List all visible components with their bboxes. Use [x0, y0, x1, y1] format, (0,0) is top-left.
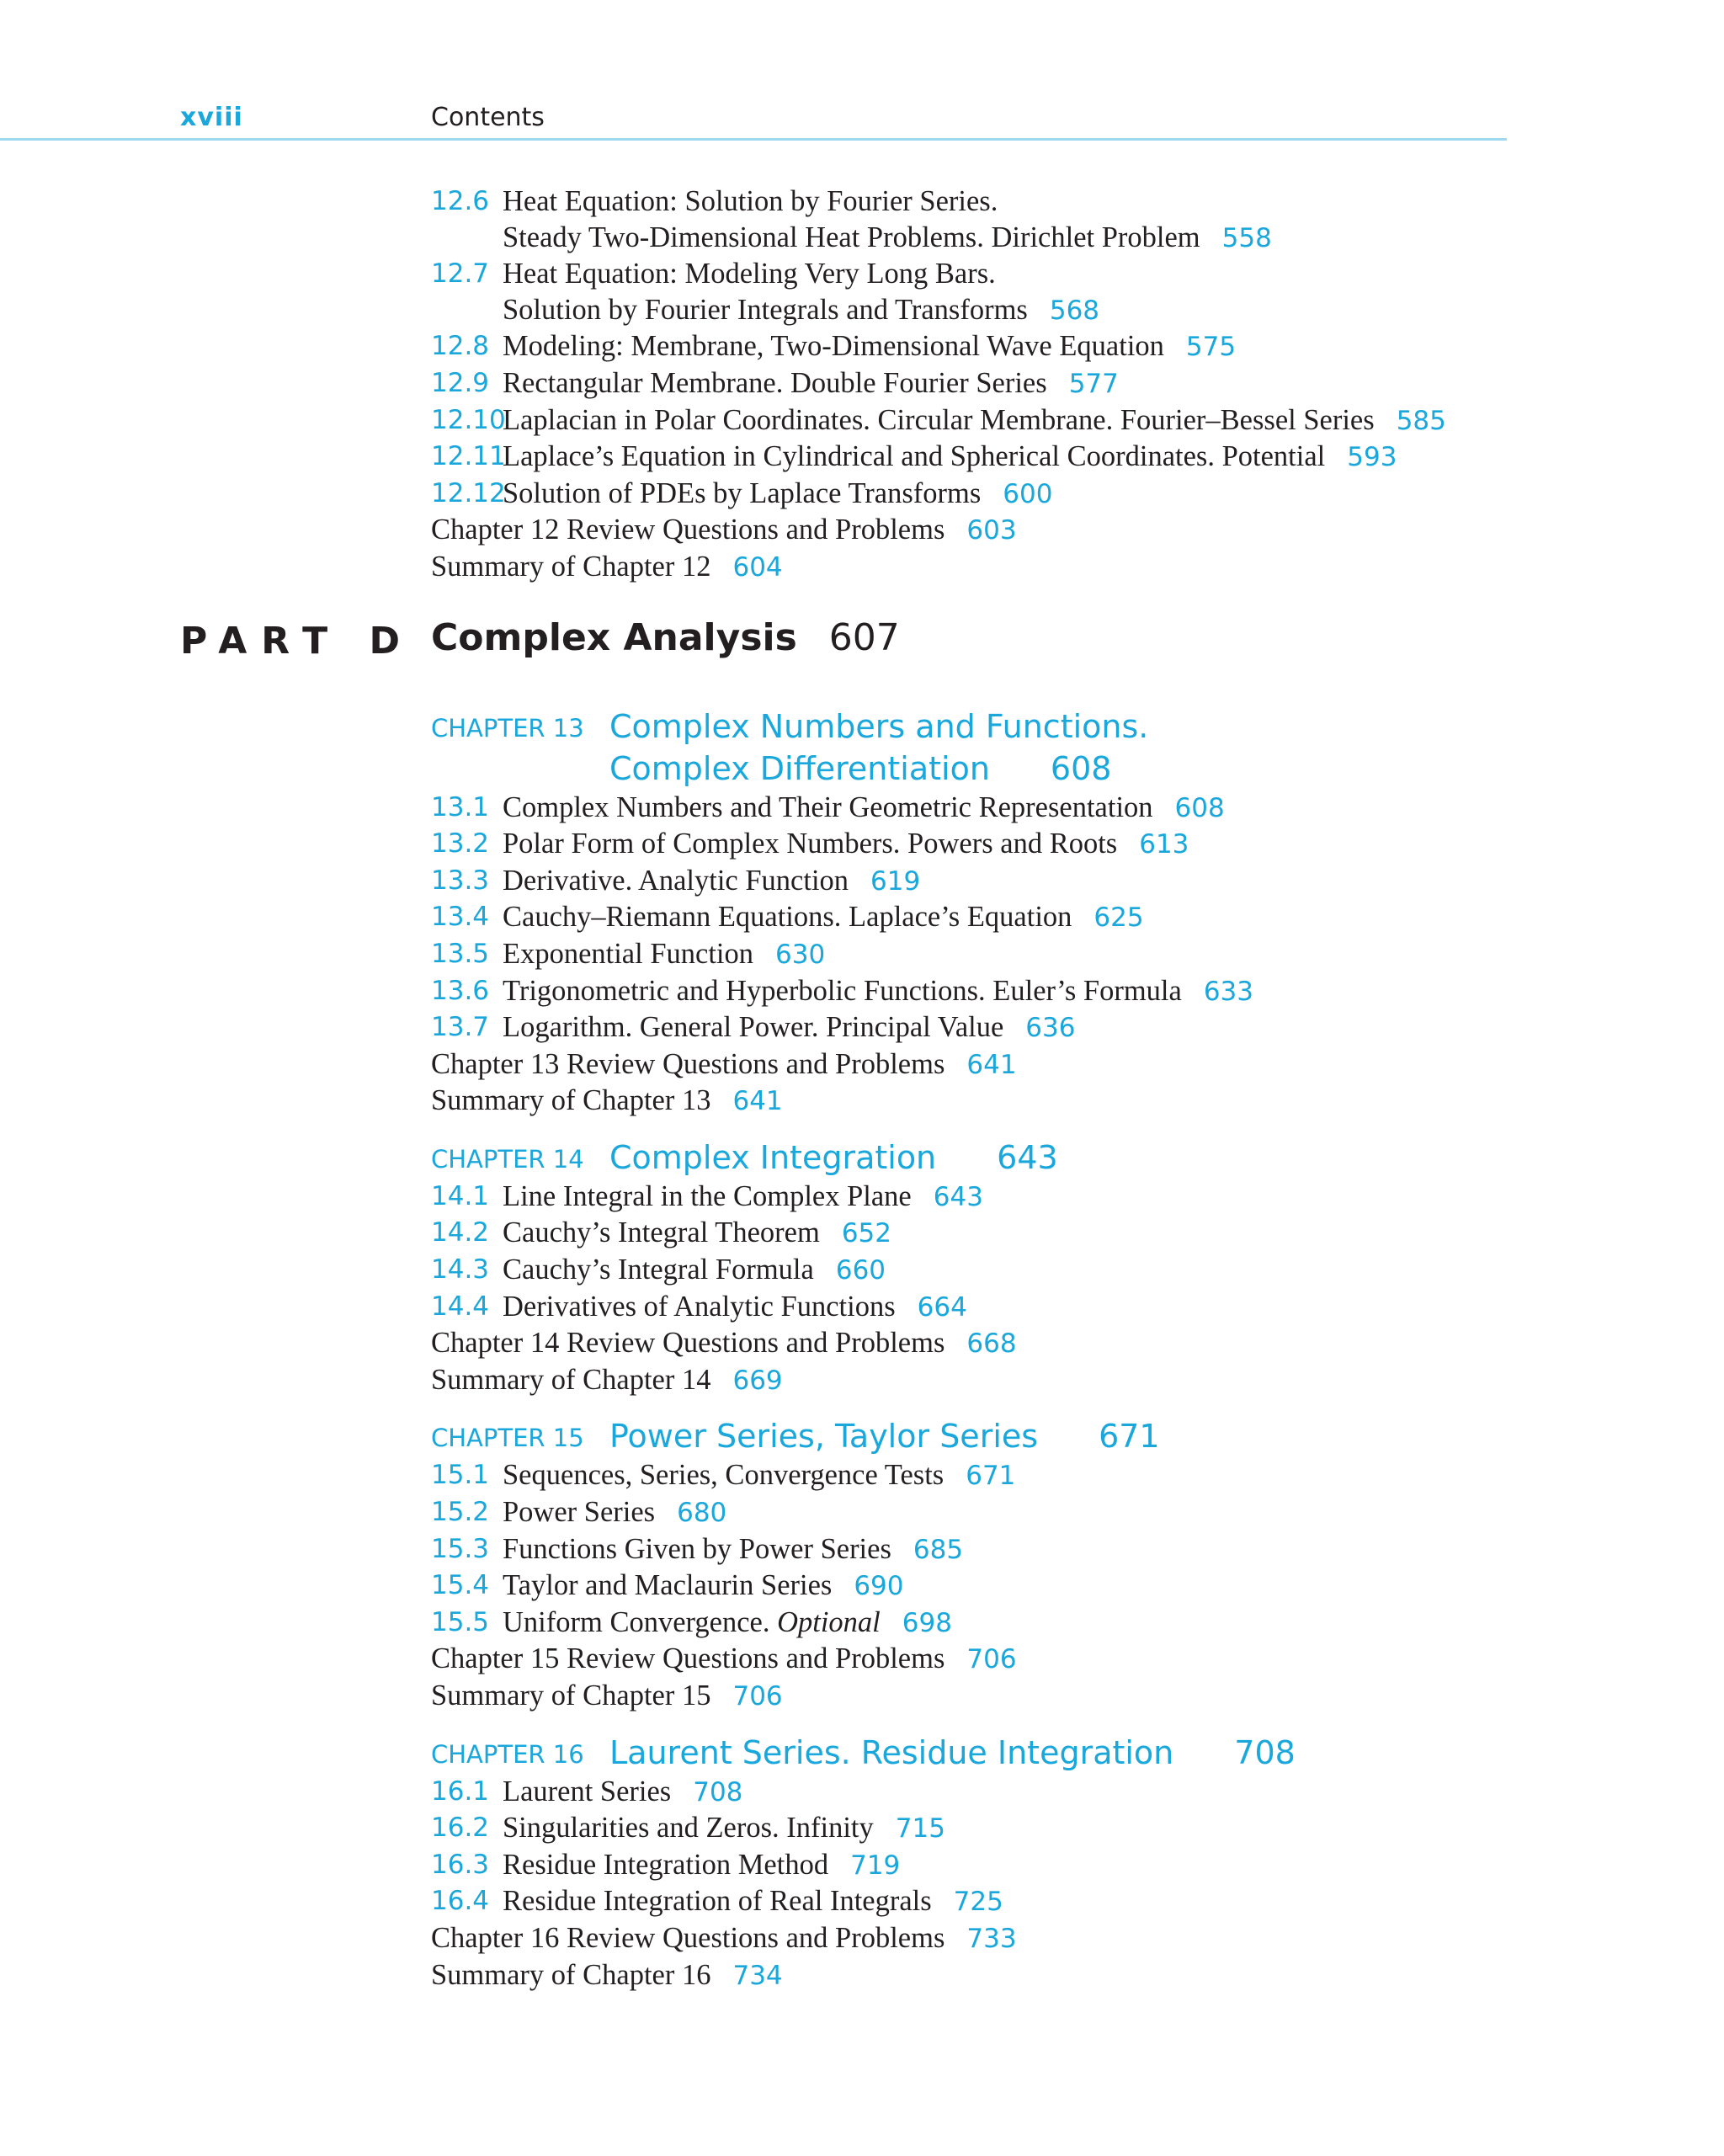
summary-title: Summary of Chapter 14: [431, 1363, 711, 1396]
toc-entry[interactable]: [431, 863, 1525, 900]
toc-entry[interactable]: [431, 1215, 1525, 1252]
section-title: Modeling: Membrane, Two-Dimensional Wave Equation: [503, 330, 1164, 363]
section-title: Polar Form of Complex Numbers. Powers and Roots: [503, 828, 1118, 860]
chapter-summary-entry[interactable]: [431, 1083, 1525, 1120]
toc-entry[interactable]: [431, 184, 1525, 256]
toc-entry[interactable]: [431, 256, 1525, 328]
toc-entry[interactable]: [431, 476, 1525, 513]
section-number: 16.2: [431, 1813, 490, 1844]
section-number: 13.3: [431, 865, 490, 896]
page-number: xviii: [180, 103, 243, 132]
section-title: Taylor and Maclaurin Series: [503, 1569, 833, 1602]
toc-entry[interactable]: [431, 899, 1525, 936]
review-title: Chapter 13 Review Questions and Problems: [431, 1047, 945, 1080]
chapter-label: CHAPTER 13: [431, 713, 584, 743]
page-reference: 604: [732, 551, 783, 583]
part-heading[interactable]: [180, 615, 1525, 711]
section-number: 15.4: [431, 1570, 490, 1601]
toc-entry[interactable]: [431, 1810, 1525, 1847]
section-number: 14.3: [431, 1254, 490, 1286]
chapter-14: [431, 1137, 1525, 1399]
section-number: 13.4: [431, 902, 490, 933]
chapter-review-entry[interactable]: [431, 1325, 1525, 1362]
page-reference: 641: [966, 1049, 1017, 1080]
section-title-continued: Steady Two-Dimensional Heat Problems. Dirichlet Problem: [503, 221, 1200, 253]
section-title: Solution of PDEs by Laplace Transforms: [503, 476, 982, 509]
table-of-contents: [180, 184, 1525, 1994]
page-reference: 613: [1139, 829, 1189, 860]
section-number: 12.10: [431, 404, 506, 435]
page-reference: 715: [895, 1813, 945, 1845]
section-number: 15.5: [431, 1606, 490, 1637]
section-title: Cauchy’s Integral Formula: [503, 1254, 814, 1286]
chapter-title-continued: Complex Differentiation: [609, 749, 990, 787]
toc-entry[interactable]: [431, 1883, 1525, 1920]
section-number: 13.1: [431, 791, 490, 822]
section-title: Sequences, Series, Convergence Tests: [503, 1459, 944, 1492]
page-reference: 608: [1174, 792, 1225, 823]
section-number: 12.6: [431, 186, 490, 216]
section-title: Heat Equation: Modeling Very Long Bars.: [503, 258, 996, 290]
section-number: 12.12: [431, 477, 506, 508]
toc-entry[interactable]: [431, 1457, 1525, 1494]
page-reference: 585: [1396, 405, 1446, 436]
toc-entry[interactable]: [431, 1531, 1525, 1568]
header-rule: [0, 138, 1507, 141]
section-number: 15.1: [431, 1460, 490, 1491]
section-number: 12.11: [431, 441, 506, 472]
chapter-title: Complex Numbers and Functions.: [609, 707, 1149, 745]
page-reference: 643: [933, 1181, 983, 1212]
chapter-title: Laurent Series. Residue Integration: [609, 1733, 1174, 1771]
section-number: 16.1: [431, 1775, 490, 1807]
section-number: 15.3: [431, 1533, 490, 1564]
toc-entry[interactable]: [431, 365, 1525, 402]
page-reference: 660: [835, 1255, 886, 1286]
section-title: Singularities and Zeros. Infinity: [503, 1812, 874, 1845]
page-reference: 671: [966, 1461, 1016, 1492]
section-number: 13.5: [431, 938, 490, 969]
section-title-continued: Solution by Fourier Integrals and Transforms: [503, 293, 1028, 326]
part-page-reference: 607: [828, 615, 900, 659]
section-title: Logarithm. General Power. Principal Value: [503, 1011, 1004, 1044]
chapter-review-entry[interactable]: [431, 1641, 1525, 1678]
toc-entry[interactable]: [431, 1847, 1525, 1884]
section-number: 12.7: [431, 258, 490, 290]
chapter-page-reference: 608: [1050, 749, 1112, 787]
chapter-12-entries: [431, 184, 1525, 586]
chapter-label: CHAPTER 15: [431, 1424, 584, 1453]
chapter-review-entry[interactable]: [431, 512, 1525, 549]
section-title: Laplacian in Polar Coordinates. Circular Membrane. Fourier–Bessel Series: [503, 403, 1375, 436]
toc-entry[interactable]: [431, 328, 1525, 365]
chapter-15: [431, 1415, 1525, 1714]
chapter-page-reference: 671: [1099, 1418, 1160, 1456]
summary-title: Summary of Chapter 15: [431, 1680, 711, 1711]
page-reference: 680: [677, 1498, 727, 1529]
section-title: Exponential Function: [503, 937, 754, 970]
page-reference: 669: [732, 1365, 783, 1396]
section-title: Power Series: [503, 1496, 656, 1529]
toc-entry[interactable]: [431, 1494, 1525, 1531]
chapter-review-entry[interactable]: [431, 1046, 1525, 1083]
page-reference: 685: [913, 1534, 964, 1565]
page-reference: 575: [1185, 332, 1237, 363]
review-title: Chapter 15 Review Questions and Problems: [431, 1642, 945, 1675]
chapter-page-reference: 643: [997, 1138, 1058, 1176]
summary-title: Summary of Chapter 13: [431, 1084, 711, 1117]
summary-title: Summary of Chapter 12: [431, 550, 711, 583]
chapter-summary-entry[interactable]: [431, 1678, 1525, 1715]
section-title: Laplace’s Equation in Cylindrical and Spherical Coordinates. Potential: [503, 440, 1326, 473]
section-title: Cauchy–Riemann Equations. Laplace’s Equation: [503, 901, 1072, 934]
chapter-heading[interactable]: [431, 1415, 1525, 1457]
section-number: 16.3: [431, 1849, 490, 1880]
chapter-page-reference: 708: [1234, 1733, 1296, 1771]
toc-entry[interactable]: [431, 439, 1525, 476]
section-title: Derivatives of Analytic Functions: [503, 1290, 896, 1323]
page-reference: 603: [966, 515, 1017, 546]
section-title: Heat Equation: Solution by Fourier Series.: [503, 185, 998, 217]
page-reference: 664: [917, 1291, 967, 1323]
review-title: Chapter 16 Review Questions and Problems: [431, 1921, 945, 1954]
chapter-summary-entry[interactable]: [431, 1957, 1525, 1994]
section-title: Line Integral in the Complex Plane: [503, 1179, 912, 1212]
section-title: Derivative. Analytic Function: [503, 864, 849, 897]
page-reference: 734: [732, 1960, 783, 1991]
chapter-title: Power Series, Taylor Series: [609, 1418, 1039, 1456]
part-title: Complex Analysis: [431, 615, 797, 659]
page-reference: 652: [841, 1218, 891, 1249]
toc-entry[interactable]: [431, 402, 1525, 439]
section-number: 12.9: [431, 367, 490, 398]
page-reference: 641: [732, 1086, 783, 1117]
section-number: 13.7: [431, 1012, 490, 1043]
section-title: Trigonometric and Hyperbolic Functions. Euler’s Formula: [503, 974, 1182, 1007]
chapter-review-entry[interactable]: [431, 1920, 1525, 1957]
review-title: Chapter 12 Review Questions and Problems: [431, 514, 945, 546]
page-reference: 698: [902, 1607, 952, 1638]
page-reference: 636: [1025, 1013, 1076, 1044]
part-label: PART D: [180, 619, 415, 663]
section-title: Cauchy’s Integral Theorem: [503, 1216, 820, 1249]
toc-entry[interactable]: [431, 1774, 1525, 1811]
page-reference: 725: [953, 1887, 1003, 1918]
section-number: 12.8: [431, 331, 490, 362]
toc-entry[interactable]: [431, 790, 1525, 827]
chapter-label: CHAPTER 14: [431, 1144, 584, 1174]
chapter-heading[interactable]: [431, 705, 1525, 790]
running-header-title: Contents: [431, 103, 545, 132]
page-reference: 558: [1221, 222, 1272, 253]
section-number: 14.2: [431, 1217, 490, 1248]
page-reference: 690: [854, 1571, 904, 1602]
toc-entry[interactable]: [431, 973, 1525, 1010]
section-title: Functions Given by Power Series: [503, 1532, 891, 1565]
page-reference: 619: [870, 865, 921, 897]
chapter-16: [431, 1732, 1525, 1994]
toc-entry[interactable]: [431, 1605, 1525, 1642]
chapter-title: Complex Integration: [609, 1138, 937, 1176]
review-title: Chapter 14 Review Questions and Problems: [431, 1327, 945, 1360]
summary-title: Summary of Chapter 16: [431, 1958, 711, 1991]
section-number: 15.2: [431, 1497, 490, 1528]
page-reference: 633: [1203, 976, 1253, 1007]
toc-entry[interactable]: [431, 1009, 1525, 1046]
page-reference: 568: [1049, 295, 1100, 326]
chapter-13: [431, 705, 1525, 1120]
chapter-heading[interactable]: [431, 1732, 1525, 1774]
section-number: 14.4: [431, 1291, 490, 1322]
chapter-heading[interactable]: [431, 1137, 1525, 1179]
page-reference: 625: [1093, 902, 1144, 934]
section-title: Uniform Convergence.: [503, 1605, 770, 1638]
page-reference: 630: [775, 939, 826, 970]
section-title: Residue Integration Method: [503, 1848, 829, 1881]
section-number: 13.6: [431, 975, 490, 1006]
page-reference: 577: [1068, 368, 1119, 399]
section-number: 16.4: [431, 1886, 490, 1917]
section-title: Complex Numbers and Their Geometric Representation: [503, 791, 1153, 823]
section-title: Rectangular Membrane. Double Fourier Series: [503, 366, 1047, 399]
toc-entry[interactable]: [431, 1179, 1525, 1216]
section-title: Laurent Series: [503, 1775, 672, 1807]
page-reference: 668: [966, 1328, 1017, 1360]
page-reference: 706: [732, 1681, 783, 1711]
chapter-label: CHAPTER 16: [431, 1739, 584, 1769]
toc-entry[interactable]: [431, 826, 1525, 863]
page-reference: 593: [1347, 442, 1397, 473]
page-reference: 719: [850, 1850, 901, 1881]
chapter-summary-entry[interactable]: [431, 1362, 1525, 1399]
toc-entry[interactable]: [431, 936, 1525, 973]
page-reference: 600: [1003, 478, 1053, 509]
page-reference: 708: [693, 1776, 743, 1807]
page-reference: 733: [966, 1923, 1017, 1954]
section-number: 14.1: [431, 1180, 490, 1211]
chapter-summary-entry[interactable]: [431, 549, 1525, 586]
toc-entry[interactable]: [431, 1252, 1525, 1289]
toc-entry[interactable]: [431, 1568, 1525, 1605]
toc-entry[interactable]: [431, 1289, 1525, 1326]
page-reference: 706: [966, 1644, 1017, 1675]
section-title-italic: Optional: [777, 1605, 881, 1638]
section-number: 13.2: [431, 828, 490, 860]
running-header: [0, 103, 1507, 143]
section-title: Residue Integration of Real Integrals: [503, 1885, 932, 1918]
